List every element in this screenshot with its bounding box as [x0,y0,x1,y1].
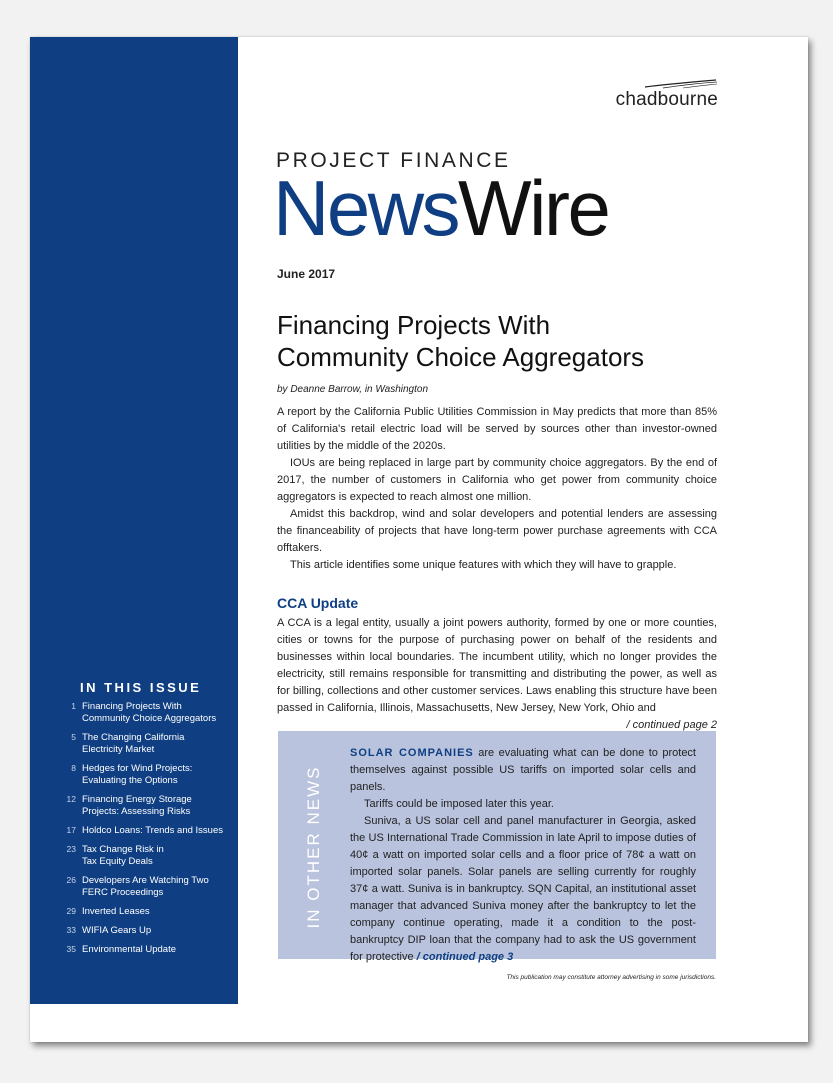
masthead-title [273,164,609,252]
toc-item[interactable] [62,763,232,787]
headline-line-1: Financing Projects With [277,310,551,340]
article-intro [277,404,717,574]
article-byline: by Deanne Barrow, in Washington [277,384,429,395]
masthead-title-news: News [273,164,459,252]
toc-page: 8 [71,763,76,773]
article-paragraph: This article identifies some unique features with which they will have to grapple. [290,559,677,571]
news-lead-caps: SOLAR COMPANIES [350,747,474,759]
issue-date: June 2017 [277,267,336,281]
toc-page: 17 [66,825,76,835]
news-para3-text: Suniva, a US solar cell and panel manufacturer in Georgia, asked the US International Trade Commission in late April to impose duties of 40¢ a watt on imported solar cells and a floor price of 78¢ a watt on imported solar panels. Solar panels are selling currently for roughly 37¢ a watt. Suniva is in bankruptcy. SQN Capital, an institutional asset manager that advanced Suniva money after the bankruptcy to let the company continue operating, made it a condition to the post-bankruptcy DIP loan that the company had to ask the US government for protective [350,815,696,963]
toc-item[interactable] [62,875,232,899]
toc-label: Inverted Leases [82,906,150,917]
toc-label: Developers Are Watching Two FERC Proceedings [82,875,209,898]
toc-label: Environmental Update [82,944,176,955]
news-continued-link[interactable]: / continued page 3 [416,951,514,963]
toc-label: Financing Energy Storage Projects: Assessing Risks [82,794,192,817]
footer-note: This publication may constitute attorney advertising in some jurisdictions. [506,974,716,981]
toc-item[interactable] [62,732,232,756]
toc-label: The Changing California Electricity Market [82,732,185,755]
toc-page: 26 [66,875,76,885]
section-text: A CCA is a legal entity, usually a joint powers authority, formed by one or more counties, cities or towns for the purpose of purchasing power on behalf of the residents and businesses within local boundaries. The incumbent utility, which no longer provides the electricity, still remains responsible for transmitting and distributing the power, as well as for billing, collections and other customer services. Laws enabling this structure have been passed in California, Illinois, Massachusetts, New Jersey, New York, Ohio and [277,617,717,714]
toc-label: WIFIA Gears Up [82,925,152,936]
toc-label: Hedges for Wind Projects: Evaluating the Options [82,763,193,786]
masthead-kicker: PROJECT FINANCE [276,149,511,172]
masthead-title-wire: Wire [458,164,609,252]
toc-page: 5 [71,732,76,742]
toc-label: Holdco Loans: Trends and Issues [82,825,224,836]
toc-item[interactable] [62,825,232,837]
article-paragraph: Amidst this backdrop, wind and solar developers and potential lenders are assessing the financeability of projects that have long-term power purchase agreements with CCA offtakers. [277,508,717,554]
toc-label: Financing Projects With Community Choice Aggregators [82,701,217,724]
toc-page: 23 [66,844,76,854]
in-other-news-text [350,745,696,966]
toc-item[interactable] [62,944,232,956]
chadbourne-logo [613,79,718,109]
toc-page: 33 [66,925,76,935]
article-headline [277,309,747,373]
in-this-issue-title: IN THIS ISSUE [80,680,202,695]
toc-page: 35 [66,944,76,954]
section-paragraph [277,615,717,731]
in-other-news-box [278,731,716,963]
logo-text: chadbourne [615,89,718,110]
section-heading: CCA Update [277,595,359,611]
toc-item[interactable] [62,701,232,725]
section-body [277,615,717,734]
news-paragraph: Tariffs could be imposed later this year. [364,798,554,810]
newsletter-page [30,37,808,1042]
toc-page: 12 [66,794,76,804]
toc-item[interactable] [62,794,232,818]
news-lead-rest: are evaluating what can be done to protect themselves against possible US tariffs on imported solar cells and panels. [350,747,696,793]
in-other-news-label: IN OTHER NEWS [304,765,323,929]
news-paragraph [350,745,696,796]
headline-line-2: Community Choice Aggregators [277,342,645,372]
toc-label: Tax Change Risk in Tax Equity Deals [82,844,164,867]
article-paragraph: A report by the California Public Utilities Commission in May predicts that more than 85% of California's retail electric load will be served by sources other than investor-owned utilities by the middle of the 2020s. [277,406,717,452]
toc-list [62,701,232,963]
toc-page: 1 [71,701,76,711]
article-paragraph: IOUs are being replaced in large part by community choice aggregators. By the end of 2017, the number of customers in California who get power from community choice aggregators is expected to reach almost one million. [277,457,717,503]
continued-link[interactable]: / continued page 2 [626,719,717,731]
logo-swoosh-icon [643,79,718,89]
toc-item[interactable] [62,844,232,868]
toc-item[interactable] [62,906,232,918]
toc-page: 29 [66,906,76,916]
news-paragraph [350,813,696,966]
toc-item[interactable] [62,925,232,937]
